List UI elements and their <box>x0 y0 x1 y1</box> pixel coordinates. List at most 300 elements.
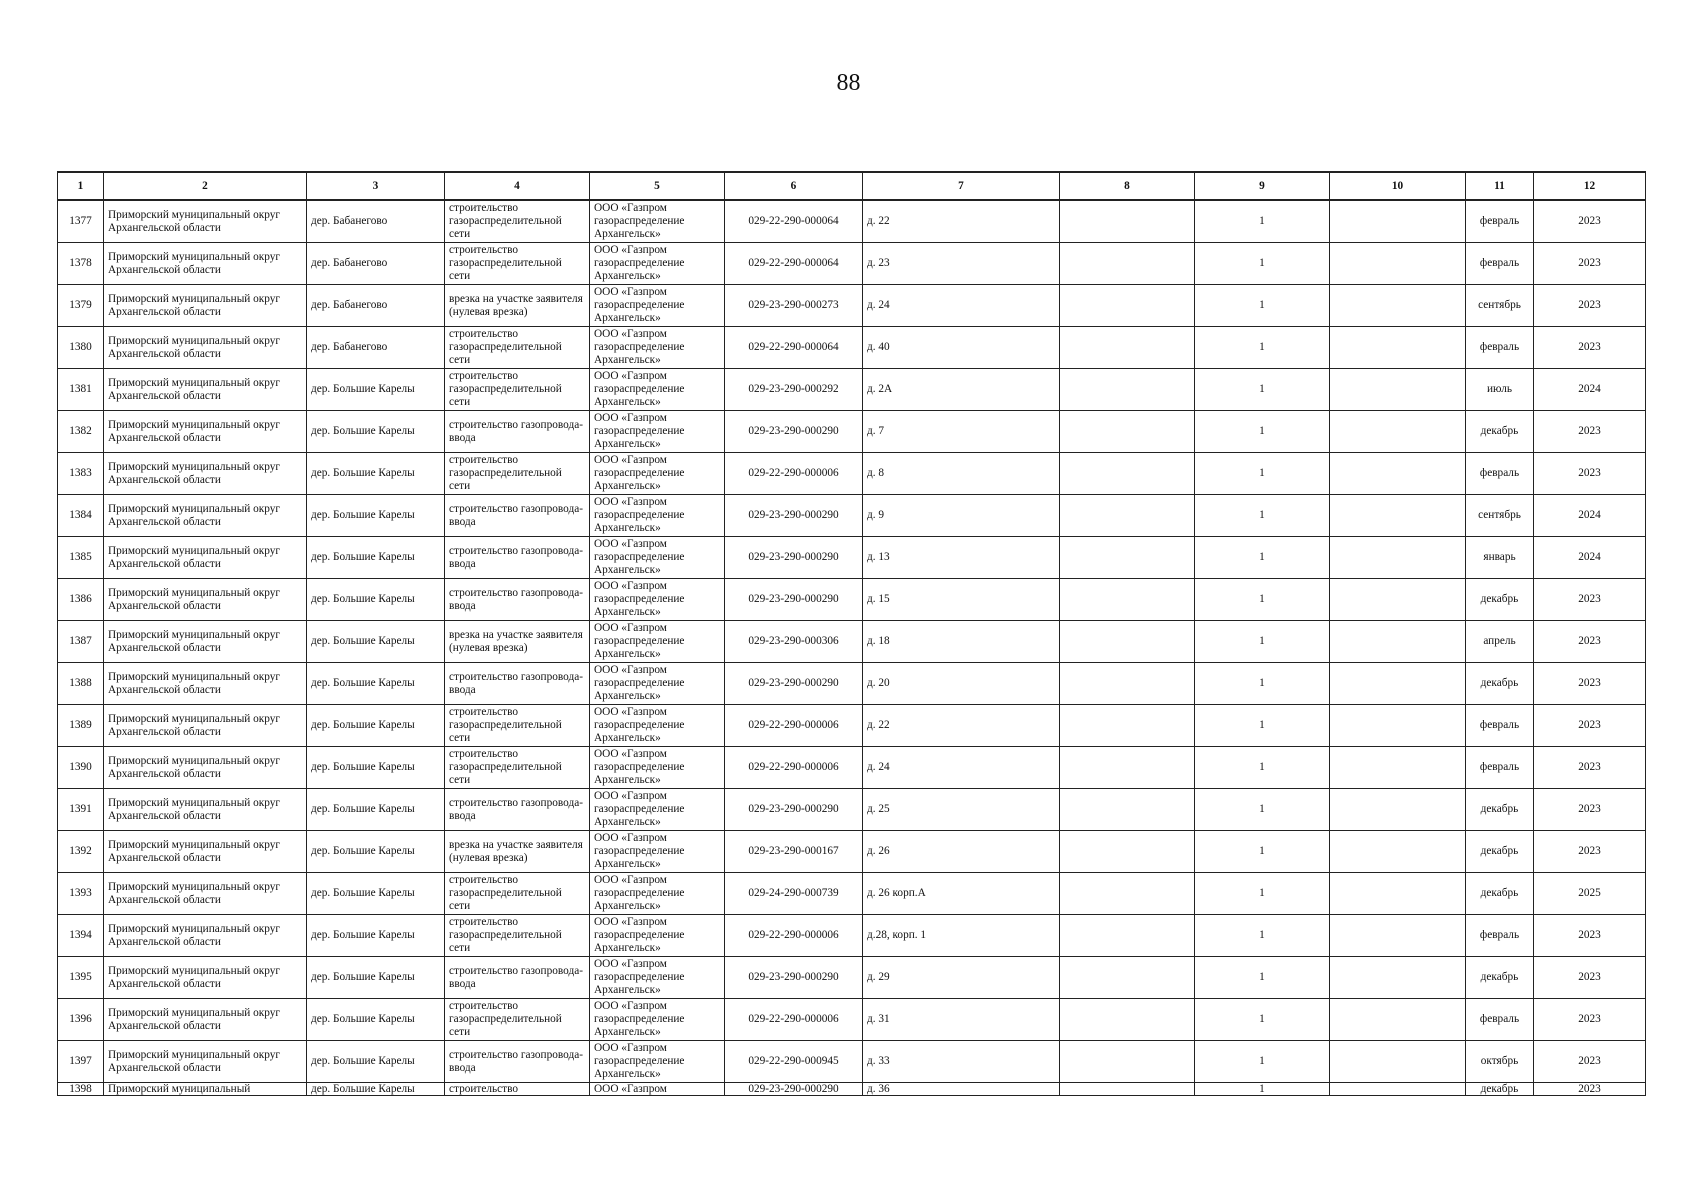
work-type-cell: строительство газораспределительной сети <box>445 327 590 369</box>
year-cell: 2025 <box>1534 873 1646 915</box>
column-header: 6 <box>725 172 863 200</box>
table-row <box>58 663 1646 705</box>
column-header: 2 <box>104 172 307 200</box>
year-cell: 2023 <box>1534 1083 1646 1096</box>
work-type-cell: строительство газораспределительной сети <box>445 747 590 789</box>
address-cell: д. 29 <box>863 957 1060 999</box>
year-cell: 2023 <box>1534 327 1646 369</box>
code-cell: 029-23-290-000290 <box>725 579 863 621</box>
column-8-cell <box>1060 621 1195 663</box>
code-cell: 029-23-290-000290 <box>725 1083 863 1096</box>
work-type-cell: строительство газопровода-ввода <box>445 495 590 537</box>
row-number-cell: 1382 <box>58 411 104 453</box>
table-body <box>58 200 1646 1096</box>
settlement-cell: дер. Бабанегово <box>307 243 445 285</box>
month-cell: февраль <box>1466 705 1534 747</box>
row-number-cell: 1378 <box>58 243 104 285</box>
organization-cell: ООО «Газпром газораспределение Архангельск» <box>590 999 725 1041</box>
code-cell: 029-22-290-000006 <box>725 453 863 495</box>
year-cell: 2023 <box>1534 705 1646 747</box>
table-row <box>58 285 1646 327</box>
code-cell: 029-24-290-000739 <box>725 873 863 915</box>
year-cell: 2023 <box>1534 747 1646 789</box>
column-10-cell <box>1330 285 1466 327</box>
municipality-cell: Приморский муниципальный округ Архангельской области <box>104 453 307 495</box>
row-number-cell: 1385 <box>58 537 104 579</box>
municipality-cell: Приморский муниципальный округ Архангельской области <box>104 621 307 663</box>
row-number-cell: 1387 <box>58 621 104 663</box>
settlement-cell: дер. Большие Карелы <box>307 411 445 453</box>
column-10-cell <box>1330 621 1466 663</box>
municipality-cell: Приморский муниципальный округ Архангельской области <box>104 579 307 621</box>
column-header: 12 <box>1534 172 1646 200</box>
quantity-cell: 1 <box>1195 663 1330 705</box>
organization-cell: ООО «Газпром газораспределение Архангельск» <box>590 663 725 705</box>
code-cell: 029-23-290-000292 <box>725 369 863 411</box>
municipality-cell: Приморский муниципальный <box>104 1083 307 1096</box>
municipality-cell: Приморский муниципальный округ Архангельской области <box>104 411 307 453</box>
row-number-cell: 1380 <box>58 327 104 369</box>
table-row <box>58 873 1646 915</box>
column-10-cell <box>1330 243 1466 285</box>
organization-cell: ООО «Газпром газораспределение Архангельск» <box>590 369 725 411</box>
organization-cell: ООО «Газпром газораспределение Архангельск» <box>590 411 725 453</box>
work-type-cell: строительство газораспределительной сети <box>445 915 590 957</box>
month-cell: декабрь <box>1466 831 1534 873</box>
year-cell: 2023 <box>1534 243 1646 285</box>
year-cell: 2023 <box>1534 789 1646 831</box>
settlement-cell: дер. Большие Карелы <box>307 369 445 411</box>
settlement-cell: дер. Бабанегово <box>307 327 445 369</box>
settlement-cell: дер. Большие Карелы <box>307 1041 445 1083</box>
settlement-cell: дер. Большие Карелы <box>307 1083 445 1096</box>
year-cell: 2023 <box>1534 200 1646 243</box>
row-number-cell: 1388 <box>58 663 104 705</box>
table-row <box>58 915 1646 957</box>
column-10-cell <box>1330 369 1466 411</box>
address-cell: д. 15 <box>863 579 1060 621</box>
quantity-cell: 1 <box>1195 200 1330 243</box>
address-cell: д.28, корп. 1 <box>863 915 1060 957</box>
row-number-cell: 1383 <box>58 453 104 495</box>
organization-cell: ООО «Газпром газораспределение Архангельск» <box>590 1041 725 1083</box>
row-number-cell: 1392 <box>58 831 104 873</box>
municipality-cell: Приморский муниципальный округ Архангельской области <box>104 1041 307 1083</box>
address-cell: д. 18 <box>863 621 1060 663</box>
month-cell: декабрь <box>1466 579 1534 621</box>
code-cell: 029-23-290-000290 <box>725 663 863 705</box>
page-number: 88 <box>836 70 861 96</box>
address-cell: д. 20 <box>863 663 1060 705</box>
quantity-cell: 1 <box>1195 705 1330 747</box>
table-row <box>58 747 1646 789</box>
column-10-cell <box>1330 705 1466 747</box>
work-type-cell: строительство газопровода-ввода <box>445 789 590 831</box>
municipality-cell: Приморский муниципальный округ Архангельской области <box>104 243 307 285</box>
organization-cell: ООО «Газпром газораспределение Архангельск» <box>590 705 725 747</box>
code-cell: 029-23-290-000290 <box>725 789 863 831</box>
work-type-cell: строительство газораспределительной сети <box>445 873 590 915</box>
year-cell: 2024 <box>1534 369 1646 411</box>
organization-cell: ООО «Газпром газораспределение Архангельск» <box>590 453 725 495</box>
column-10-cell <box>1330 1041 1466 1083</box>
settlement-cell: дер. Большие Карелы <box>307 453 445 495</box>
column-8-cell <box>1060 915 1195 957</box>
column-8-cell <box>1060 453 1195 495</box>
settlement-cell: дер. Большие Карелы <box>307 831 445 873</box>
table-row <box>58 957 1646 999</box>
month-cell: сентябрь <box>1466 495 1534 537</box>
municipality-cell: Приморский муниципальный округ Архангельской области <box>104 537 307 579</box>
settlement-cell: дер. Большие Карелы <box>307 873 445 915</box>
month-cell: февраль <box>1466 200 1534 243</box>
table-row <box>58 579 1646 621</box>
address-cell: д. 23 <box>863 243 1060 285</box>
address-cell: д. 13 <box>863 537 1060 579</box>
quantity-cell: 1 <box>1195 621 1330 663</box>
municipality-cell: Приморский муниципальный округ Архангельской области <box>104 789 307 831</box>
column-8-cell <box>1060 243 1195 285</box>
code-cell: 029-22-290-000945 <box>725 1041 863 1083</box>
table-row <box>58 369 1646 411</box>
year-cell: 2023 <box>1534 621 1646 663</box>
row-number-cell: 1377 <box>58 200 104 243</box>
column-10-cell <box>1330 915 1466 957</box>
code-cell: 029-22-290-000006 <box>725 705 863 747</box>
quantity-cell: 1 <box>1195 1041 1330 1083</box>
column-8-cell <box>1060 369 1195 411</box>
address-cell: д. 25 <box>863 789 1060 831</box>
work-type-cell: строительство газораспределительной сети <box>445 999 590 1041</box>
quantity-cell: 1 <box>1195 243 1330 285</box>
settlement-cell: дер. Большие Карелы <box>307 495 445 537</box>
month-cell: октябрь <box>1466 1041 1534 1083</box>
column-10-cell <box>1330 537 1466 579</box>
month-cell: декабрь <box>1466 411 1534 453</box>
quantity-cell: 1 <box>1195 453 1330 495</box>
column-8-cell <box>1060 1083 1195 1096</box>
work-type-cell: строительство газопровода-ввода <box>445 663 590 705</box>
organization-cell: ООО «Газпром газораспределение Архангельск» <box>590 873 725 915</box>
row-number-cell: 1384 <box>58 495 104 537</box>
month-cell: февраль <box>1466 747 1534 789</box>
quantity-cell: 1 <box>1195 831 1330 873</box>
column-10-cell <box>1330 999 1466 1041</box>
table-row <box>58 411 1646 453</box>
code-cell: 029-23-290-000290 <box>725 411 863 453</box>
row-number-cell: 1390 <box>58 747 104 789</box>
quantity-cell: 1 <box>1195 285 1330 327</box>
table-row <box>58 1083 1646 1096</box>
column-10-cell <box>1330 411 1466 453</box>
settlement-cell: дер. Большие Карелы <box>307 579 445 621</box>
code-cell: 029-22-290-000006 <box>725 999 863 1041</box>
month-cell: июль <box>1466 369 1534 411</box>
address-cell: д. 24 <box>863 285 1060 327</box>
quantity-cell: 1 <box>1195 411 1330 453</box>
quantity-cell: 1 <box>1195 327 1330 369</box>
organization-cell: ООО «Газпром газораспределение Архангельск» <box>590 789 725 831</box>
month-cell: февраль <box>1466 243 1534 285</box>
column-header: 11 <box>1466 172 1534 200</box>
table-row <box>58 1041 1646 1083</box>
row-number-cell: 1391 <box>58 789 104 831</box>
code-cell: 029-22-290-000064 <box>725 243 863 285</box>
column-10-cell <box>1330 789 1466 831</box>
column-8-cell <box>1060 200 1195 243</box>
code-cell: 029-22-290-000006 <box>725 747 863 789</box>
organization-cell: ООО «Газпром газораспределение Архангельск» <box>590 579 725 621</box>
month-cell: февраль <box>1466 453 1534 495</box>
quantity-cell: 1 <box>1195 369 1330 411</box>
column-10-cell <box>1330 495 1466 537</box>
settlement-cell: дер. Большие Карелы <box>307 957 445 999</box>
month-cell: апрель <box>1466 621 1534 663</box>
address-cell: д. 9 <box>863 495 1060 537</box>
column-10-cell <box>1330 327 1466 369</box>
municipality-cell: Приморский муниципальный округ Архангельской области <box>104 873 307 915</box>
year-cell: 2023 <box>1534 411 1646 453</box>
municipality-cell: Приморский муниципальный округ Архангельской области <box>104 705 307 747</box>
month-cell: декабрь <box>1466 957 1534 999</box>
work-type-cell: строительство газораспределительной сети <box>445 243 590 285</box>
row-number-cell: 1395 <box>58 957 104 999</box>
work-type-cell: врезка на участке заявителя (нулевая врезка) <box>445 285 590 327</box>
code-cell: 029-23-290-000290 <box>725 537 863 579</box>
month-cell: февраль <box>1466 327 1534 369</box>
row-number-cell: 1379 <box>58 285 104 327</box>
address-cell: д. 22 <box>863 200 1060 243</box>
table-row <box>58 999 1646 1041</box>
address-cell: д. 22 <box>863 705 1060 747</box>
year-cell: 2023 <box>1534 915 1646 957</box>
column-8-cell <box>1060 663 1195 705</box>
organization-cell: ООО «Газпром <box>590 1083 725 1096</box>
code-cell: 029-22-290-000064 <box>725 200 863 243</box>
quantity-cell: 1 <box>1195 495 1330 537</box>
column-8-cell <box>1060 285 1195 327</box>
row-number-cell: 1394 <box>58 915 104 957</box>
column-header: 8 <box>1060 172 1195 200</box>
column-header: 3 <box>307 172 445 200</box>
column-8-cell <box>1060 789 1195 831</box>
address-cell: д. 7 <box>863 411 1060 453</box>
table-row <box>58 831 1646 873</box>
organization-cell: ООО «Газпром газораспределение Архангельск» <box>590 831 725 873</box>
table-row <box>58 495 1646 537</box>
municipality-cell: Приморский муниципальный округ Архангельской области <box>104 663 307 705</box>
row-number-cell: 1396 <box>58 999 104 1041</box>
quantity-cell: 1 <box>1195 789 1330 831</box>
settlement-cell: дер. Бабанегово <box>307 285 445 327</box>
column-8-cell <box>1060 579 1195 621</box>
column-10-cell <box>1330 663 1466 705</box>
month-cell: декабрь <box>1466 789 1534 831</box>
quantity-cell: 1 <box>1195 999 1330 1041</box>
settlement-cell: дер. Бабанегово <box>307 200 445 243</box>
table-row <box>58 537 1646 579</box>
work-type-cell: строительство газопровода-ввода <box>445 957 590 999</box>
table-row <box>58 705 1646 747</box>
quantity-cell: 1 <box>1195 957 1330 999</box>
settlement-cell: дер. Большие Карелы <box>307 999 445 1041</box>
register-table <box>57 171 1646 1096</box>
column-10-cell <box>1330 1083 1466 1096</box>
work-type-cell: строительство газораспределительной сети <box>445 453 590 495</box>
month-cell: декабрь <box>1466 663 1534 705</box>
year-cell: 2023 <box>1534 999 1646 1041</box>
settlement-cell: дер. Большие Карелы <box>307 705 445 747</box>
code-cell: 029-22-290-000064 <box>725 327 863 369</box>
work-type-cell: строительство газораспределительной сети <box>445 200 590 243</box>
organization-cell: ООО «Газпром газораспределение Архангельск» <box>590 621 725 663</box>
address-cell: д. 40 <box>863 327 1060 369</box>
table-row <box>58 200 1646 243</box>
municipality-cell: Приморский муниципальный округ Архангельской области <box>104 957 307 999</box>
table-row <box>58 621 1646 663</box>
work-type-cell: строительство газопровода-ввода <box>445 411 590 453</box>
quantity-cell: 1 <box>1195 537 1330 579</box>
row-number-cell: 1386 <box>58 579 104 621</box>
column-header: 7 <box>863 172 1060 200</box>
year-cell: 2023 <box>1534 285 1646 327</box>
year-cell: 2023 <box>1534 1041 1646 1083</box>
organization-cell: ООО «Газпром газораспределение Архангельск» <box>590 495 725 537</box>
column-8-cell <box>1060 873 1195 915</box>
year-cell: 2024 <box>1534 495 1646 537</box>
organization-cell: ООО «Газпром газораспределение Архангельск» <box>590 200 725 243</box>
table-row <box>58 789 1646 831</box>
month-cell: декабрь <box>1466 1083 1534 1096</box>
organization-cell: ООО «Газпром газораспределение Архангельск» <box>590 285 725 327</box>
column-8-cell <box>1060 1041 1195 1083</box>
code-cell: 029-22-290-000006 <box>725 915 863 957</box>
row-number-cell: 1381 <box>58 369 104 411</box>
quantity-cell: 1 <box>1195 1083 1330 1096</box>
month-cell: декабрь <box>1466 873 1534 915</box>
month-cell: сентябрь <box>1466 285 1534 327</box>
work-type-cell: строительство газораспределительной сети <box>445 369 590 411</box>
column-10-cell <box>1330 747 1466 789</box>
year-cell: 2023 <box>1534 453 1646 495</box>
settlement-cell: дер. Большие Карелы <box>307 663 445 705</box>
column-8-cell <box>1060 747 1195 789</box>
year-cell: 2023 <box>1534 663 1646 705</box>
month-cell: февраль <box>1466 999 1534 1041</box>
settlement-cell: дер. Большие Карелы <box>307 621 445 663</box>
row-number-cell: 1397 <box>58 1041 104 1083</box>
settlement-cell: дер. Большие Карелы <box>307 537 445 579</box>
quantity-cell: 1 <box>1195 873 1330 915</box>
column-10-cell <box>1330 957 1466 999</box>
year-cell: 2023 <box>1534 831 1646 873</box>
organization-cell: ООО «Газпром газораспределение Архангельск» <box>590 327 725 369</box>
code-cell: 029-23-290-000273 <box>725 285 863 327</box>
address-cell: д. 24 <box>863 747 1060 789</box>
work-type-cell: врезка на участке заявителя (нулевая врезка) <box>445 621 590 663</box>
municipality-cell: Приморский муниципальный округ Архангельской области <box>104 999 307 1041</box>
settlement-cell: дер. Большие Карелы <box>307 915 445 957</box>
municipality-cell: Приморский муниципальный округ Архангельской области <box>104 285 307 327</box>
column-10-cell <box>1330 873 1466 915</box>
column-10-cell <box>1330 453 1466 495</box>
municipality-cell: Приморский муниципальный округ Архангельской области <box>104 495 307 537</box>
column-header: 10 <box>1330 172 1466 200</box>
column-header: 4 <box>445 172 590 200</box>
table-row <box>58 453 1646 495</box>
month-cell: январь <box>1466 537 1534 579</box>
organization-cell: ООО «Газпром газораспределение Архангельск» <box>590 957 725 999</box>
address-cell: д. 33 <box>863 1041 1060 1083</box>
work-type-cell: строительство <box>445 1083 590 1096</box>
municipality-cell: Приморский муниципальный округ Архангельской области <box>104 831 307 873</box>
year-cell: 2024 <box>1534 537 1646 579</box>
address-cell: д. 31 <box>863 999 1060 1041</box>
year-cell: 2023 <box>1534 579 1646 621</box>
code-cell: 029-23-290-000306 <box>725 621 863 663</box>
header-row <box>58 172 1646 200</box>
settlement-cell: дер. Большие Карелы <box>307 789 445 831</box>
year-cell: 2023 <box>1534 957 1646 999</box>
row-number-cell: 1393 <box>58 873 104 915</box>
quantity-cell: 1 <box>1195 747 1330 789</box>
address-cell: д. 26 корп.А <box>863 873 1060 915</box>
municipality-cell: Приморский муниципальный округ Архангельской области <box>104 915 307 957</box>
column-8-cell <box>1060 957 1195 999</box>
quantity-cell: 1 <box>1195 915 1330 957</box>
work-type-cell: строительство газопровода-ввода <box>445 1041 590 1083</box>
address-cell: д. 36 <box>863 1083 1060 1096</box>
municipality-cell: Приморский муниципальный округ Архангельской области <box>104 369 307 411</box>
column-10-cell <box>1330 831 1466 873</box>
settlement-cell: дер. Большие Карелы <box>307 747 445 789</box>
month-cell: февраль <box>1466 915 1534 957</box>
column-8-cell <box>1060 495 1195 537</box>
column-header: 5 <box>590 172 725 200</box>
work-type-cell: врезка на участке заявителя (нулевая врезка) <box>445 831 590 873</box>
organization-cell: ООО «Газпром газораспределение Архангельск» <box>590 747 725 789</box>
column-8-cell <box>1060 999 1195 1041</box>
code-cell: 029-23-290-000290 <box>725 957 863 999</box>
work-type-cell: строительство газопровода-ввода <box>445 579 590 621</box>
row-number-cell: 1398 <box>58 1083 104 1096</box>
organization-cell: ООО «Газпром газораспределение Архангельск» <box>590 537 725 579</box>
code-cell: 029-23-290-000167 <box>725 831 863 873</box>
table-row <box>58 243 1646 285</box>
column-8-cell <box>1060 705 1195 747</box>
column-header: 1 <box>58 172 104 200</box>
organization-cell: ООО «Газпром газораспределение Архангельск» <box>590 915 725 957</box>
work-type-cell: строительство газораспределительной сети <box>445 705 590 747</box>
code-cell: 029-23-290-000290 <box>725 495 863 537</box>
municipality-cell: Приморский муниципальный округ Архангельской области <box>104 747 307 789</box>
column-10-cell <box>1330 579 1466 621</box>
municipality-cell: Приморский муниципальный округ Архангельской области <box>104 327 307 369</box>
municipality-cell: Приморский муниципальный округ Архангельской области <box>104 200 307 243</box>
work-type-cell: строительство газопровода-ввода <box>445 537 590 579</box>
column-header: 9 <box>1195 172 1330 200</box>
column-8-cell <box>1060 537 1195 579</box>
column-10-cell <box>1330 200 1466 243</box>
table-row <box>58 327 1646 369</box>
organization-cell: ООО «Газпром газораспределение Архангельск» <box>590 243 725 285</box>
column-8-cell <box>1060 411 1195 453</box>
column-8-cell <box>1060 327 1195 369</box>
quantity-cell: 1 <box>1195 579 1330 621</box>
row-number-cell: 1389 <box>58 705 104 747</box>
address-cell: д. 26 <box>863 831 1060 873</box>
address-cell: д. 8 <box>863 453 1060 495</box>
